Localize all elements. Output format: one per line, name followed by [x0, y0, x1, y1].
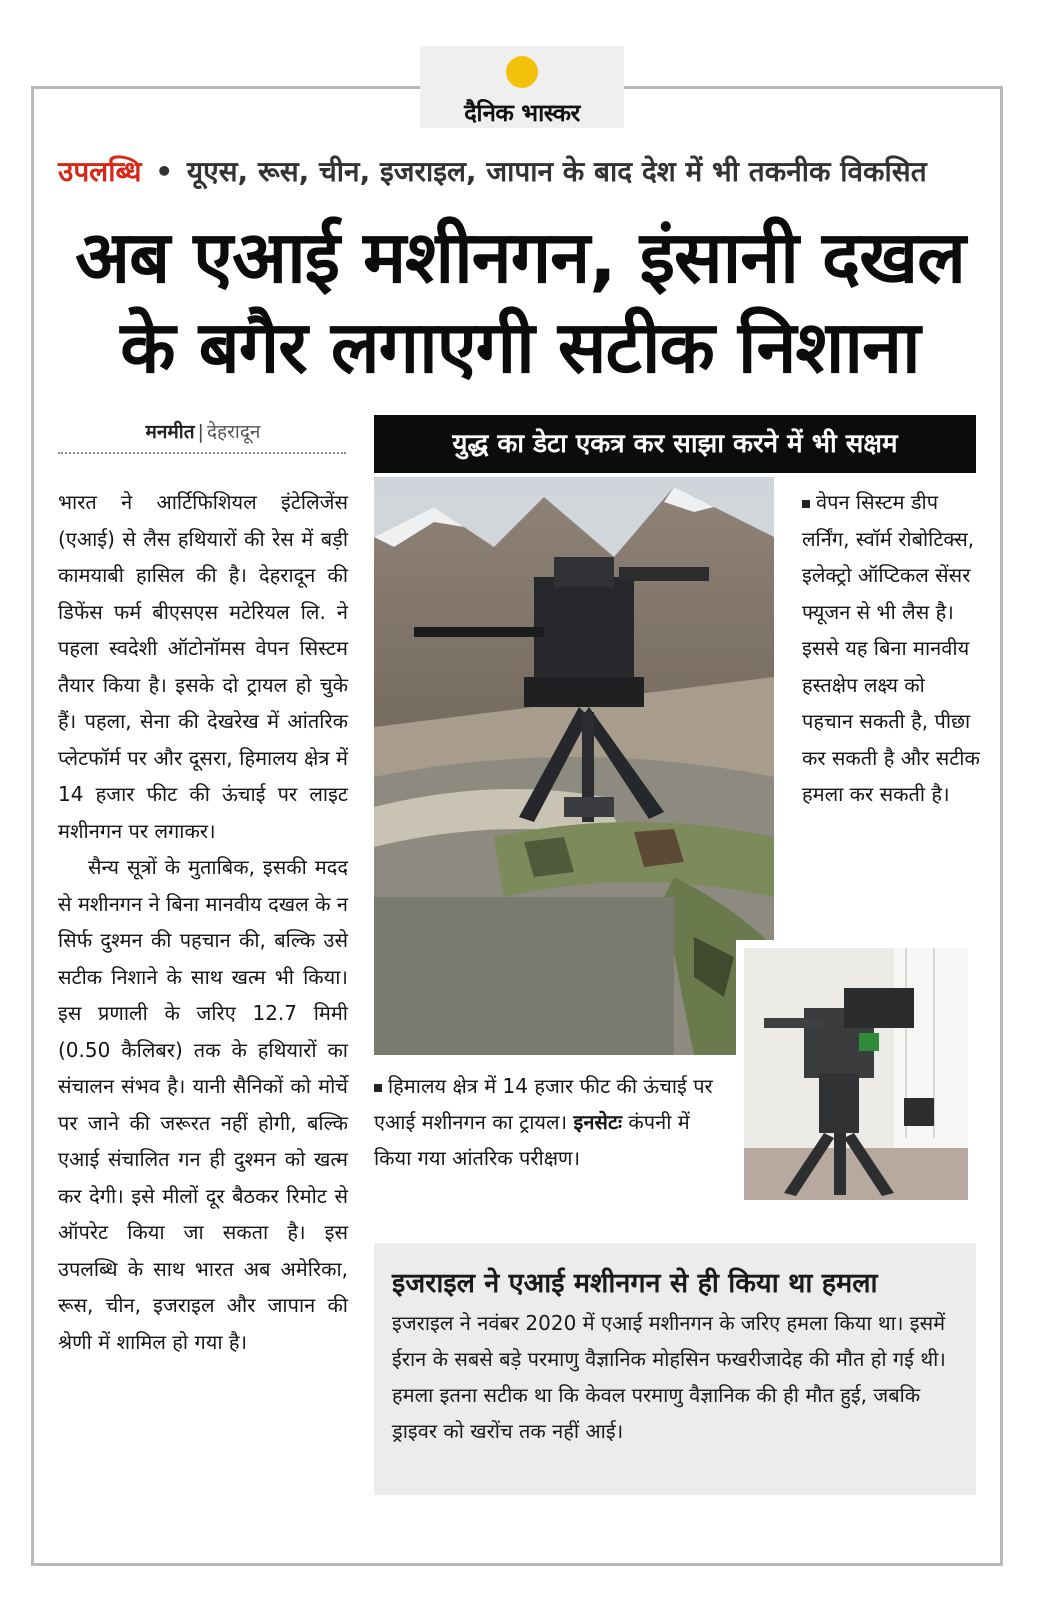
bullet-square-icon: [374, 1084, 382, 1092]
newspaper-name: दैनिक भास्कर: [464, 99, 580, 127]
headline-line-1: अब एआई मशीनगन, इंसानी दखल: [75, 215, 965, 299]
caption-inset-text: कंपनी में किया गया आंतरिक परीक्षण।: [374, 1110, 690, 1170]
kicker-separator: •: [155, 155, 174, 188]
byline-divider: [58, 452, 346, 454]
israel-boxout: [374, 1243, 976, 1495]
kicker-line: [58, 152, 988, 194]
caption-inset-label: इनसेटः: [573, 1110, 623, 1134]
boxout-title: इजराइल ने एआई मशीनगन से ही किया था हमला: [392, 1268, 878, 1299]
main-photo-illustration: [374, 477, 774, 1055]
inset-photo-illustration: [744, 948, 968, 1200]
article-body: [58, 484, 348, 1360]
byline-pipe: |: [197, 421, 204, 443]
body-paragraph-1: भारत ने आर्टिफिशियल इंटेलिजेंस (एआई) से लैस हथियारों की रेस में बड़ी कामयाबी हासिल की है। देहरादून की डिफेंस फर्म बीएसएस मटेरियल लि. ने पहला स्वदेशी ऑटोनॉमस वेपन सिस्टम तैयार किया है। इसके दो ट्रायल हो चुके हैं। पहला, सेना की देखरेख में आंतरिक प्लेटफॉर्म पर और दूसरा, हिमालय क्षेत्र में 14 हजार फीट की ऊंचाई पर लाइट मशीनगन पर लगाकर।: [58, 490, 348, 843]
kicker-text: यूएस, रूस, चीन, इजराइल, जापान के बाद देश में भी तकनीक विकसित: [186, 155, 927, 188]
headline-line-2: के बगैर लगाएगी सटीक निशाना: [120, 305, 920, 389]
byline-city: देहरादून: [206, 421, 261, 443]
kicker-tag: उपलब्धि: [58, 155, 142, 188]
byline-author: मनमीत: [145, 421, 195, 443]
side-note: [802, 484, 982, 813]
body-paragraph-2: सैन्य सूत्रों के मुताबिक, इसकी मदद से मशीनगन ने बिना मानवीय दखल के न सिर्फ दुश्मन की पहचान की, बल्कि उसे सटीक निशाने के साथ खत्म भी किया। इस प्रणाली के जरिए 12.7 मिमी (0.50 कैलिबर) तक के हथियारों का संचालन संभव है। यानी सैनिकों को मोर्चे पर जाने की जरूरत नहीं होगी, बल्कि एआई संचालित गन ही दुश्मन को खत्म कर देगी। इसे मीलों दूर बैठकर रिमोट से ऑपरेट किया जा सकता है। इस उपलब्धि के साथ भारत अब अमेरिका, रूस, चीन, इजराइल और जापान की श्रेणी में शामिल हो गया है।: [58, 855, 348, 1354]
photo-caption: [374, 1068, 714, 1176]
caption-text: हिमालय क्षेत्र में 14 हजार फीट की ऊंचाई पर एआई मशीनगन का ट्रायल।: [374, 1074, 713, 1134]
byline: [58, 418, 348, 444]
bullet-square-icon: [802, 500, 810, 508]
sun-logo-icon: [506, 56, 538, 88]
headline: [40, 212, 1000, 392]
main-photo-machine-gun: [374, 477, 774, 1055]
side-note-text: वेपन सिस्टम डीप लर्निंग, स्वॉर्म रोबोटिक्स, इलेक्ट्रो ऑप्टिकल सेंसर फ्यूजन से भी लैस है। इससे यह बिना मानवीय हस्तक्षेप लक्ष्य को पहचान सकती है, पीछा कर सकती है और सटीक हमला कर सकती है।: [802, 490, 980, 806]
masthead: [420, 46, 624, 128]
subhead-banner: युद्ध का डेटा एकत्र कर साझा करने में भी सक्षम: [374, 415, 976, 473]
inset-photo-machine-gun: [736, 940, 976, 1208]
boxout-text: इजराइल ने नवंबर 2020 में एआई मशीनगन के जरिए हमला किया था। इसमें ईरान के सबसे बड़े परमाणु वैज्ञानिक मोहसिन फखरीजादेह की मौत हो गई थी। हमला इतना सटीक था कि केवल परमाणु वैज्ञानिक की ही मौत हुई, जबकि ड्राइवर को खरोंच तक नहीं आई।: [392, 1311, 946, 1443]
